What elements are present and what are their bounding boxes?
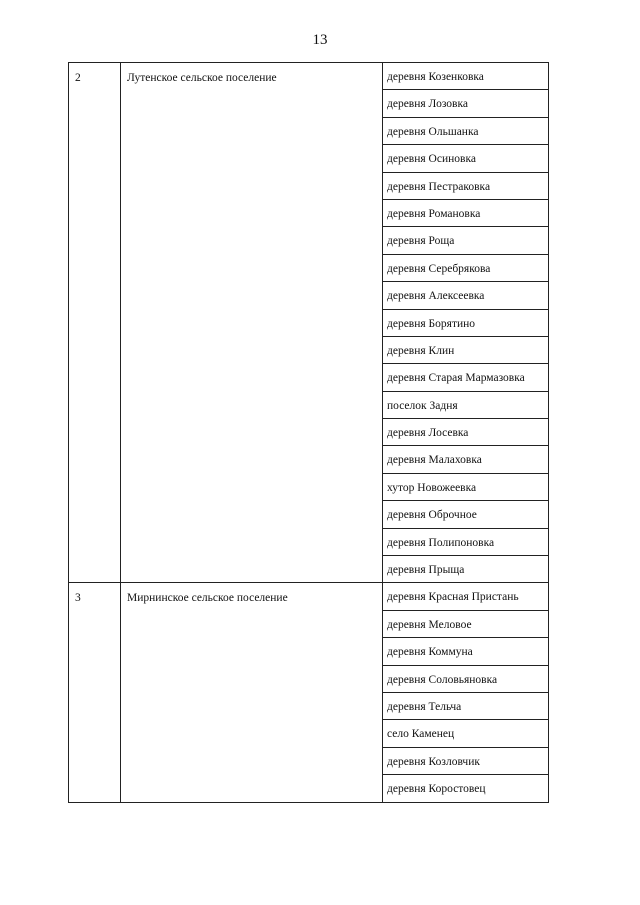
village-name: деревня Серебрякова <box>383 254 549 281</box>
table-row <box>69 63 549 90</box>
village-name: деревня Лосевка <box>383 419 549 446</box>
settlement-number: 3 <box>69 583 121 802</box>
village-name: деревня Коростовец <box>383 775 549 802</box>
settlement-name: Мирнинское сельское поселение <box>121 583 383 802</box>
village-name: деревня Меловое <box>383 610 549 637</box>
village-name: деревня Тельча <box>383 692 549 719</box>
village-name: хутор Новожеевка <box>383 473 549 500</box>
settlement-number: 2 <box>69 63 121 583</box>
village-name: деревня Ольшанка <box>383 117 549 144</box>
village-name: деревня Красная Пристань <box>383 583 549 610</box>
village-name: деревня Прыща <box>383 556 549 583</box>
village-name: деревня Малаховка <box>383 446 549 473</box>
village-name: деревня Полипоновка <box>383 528 549 555</box>
table-body <box>69 63 549 803</box>
village-name: село Каменец <box>383 720 549 747</box>
table-row <box>69 583 549 610</box>
village-name: деревня Роща <box>383 227 549 254</box>
village-name: деревня Борятино <box>383 309 549 336</box>
village-name: деревня Алексеевка <box>383 282 549 309</box>
village-name: деревня Пестраковка <box>383 172 549 199</box>
page-number: 13 <box>312 32 328 48</box>
settlement-name: Лутенское сельское поселение <box>121 63 383 583</box>
village-name: деревня Оброчное <box>383 501 549 528</box>
village-name: деревня Козенковка <box>383 63 549 90</box>
village-name: деревня Коммуна <box>383 638 549 665</box>
village-name: деревня Соловьяновка <box>383 665 549 692</box>
village-name: деревня Клин <box>383 336 549 363</box>
village-name: поселок Задня <box>383 391 549 418</box>
village-name: деревня Козловчик <box>383 747 549 774</box>
village-name: деревня Старая Мармазовка <box>383 364 549 391</box>
village-name: деревня Романовка <box>383 199 549 226</box>
village-name: деревня Осиновка <box>383 145 549 172</box>
settlements-table <box>68 62 549 803</box>
village-name: деревня Лозовка <box>383 90 549 117</box>
